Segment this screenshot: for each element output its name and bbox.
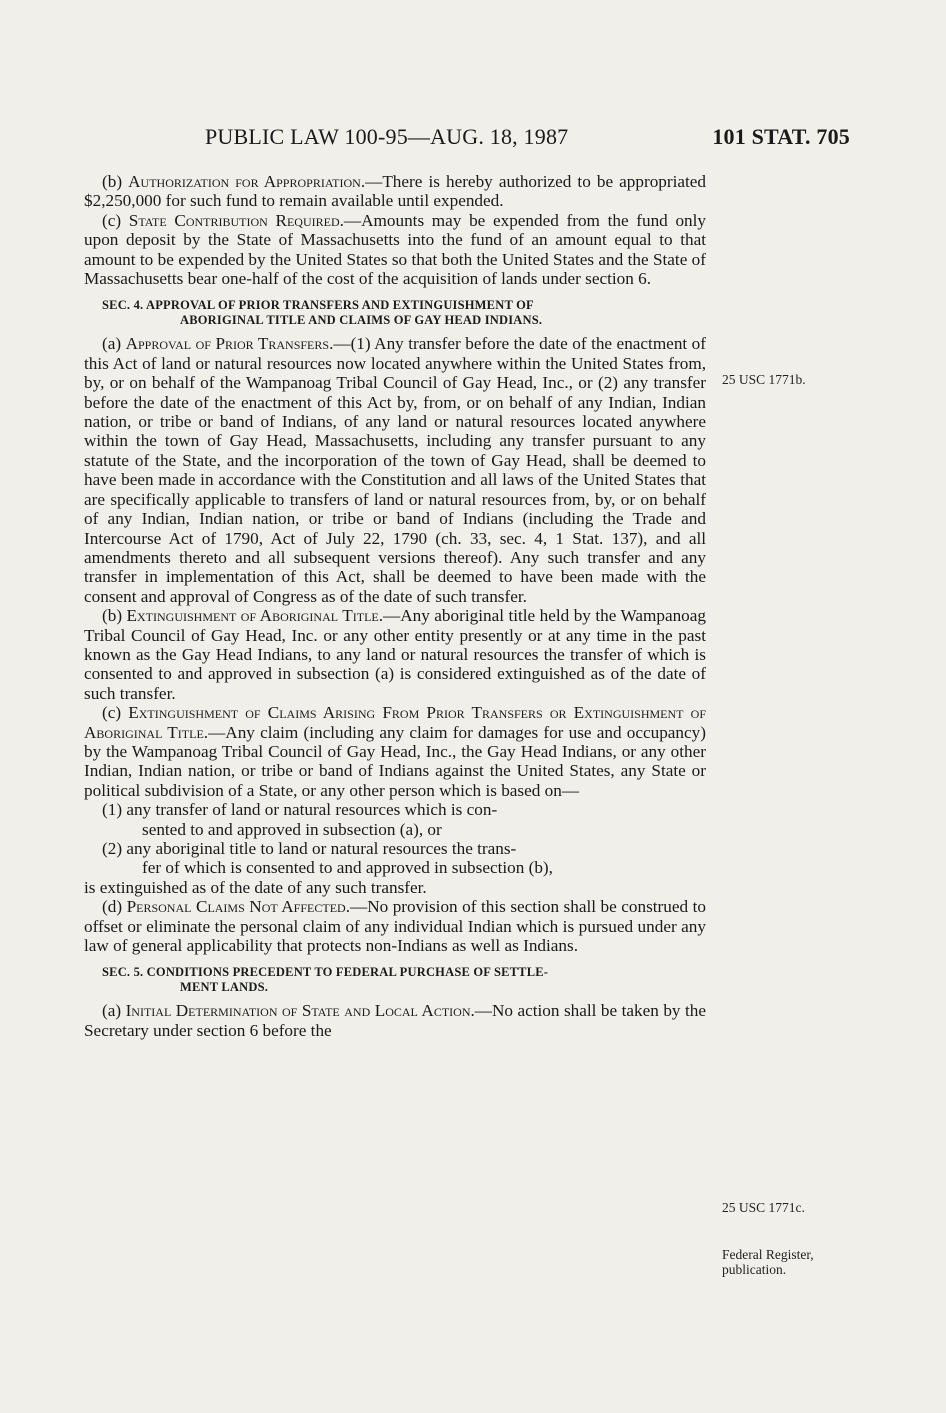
subsection-heading: Initial Determination of State and Local Action. [125, 1001, 475, 1021]
paragraph-c-claims: (c) Extinguishment of Claims Arising From Prior Transfers or Extinguishment of Aboriginal Title.—Any claim (including any claim for damages for use and occupancy) by the Wampanoag Tribal Council of Gay Head, Inc., the Gay Head Indians, or any other Indian, Indian nation, or tribe or band of Indians against the United States, any State or political subdivision of a State, or any other person which is based on— [84, 703, 707, 800]
paragraph-c-tail: is extinguished as of the date of any such transfer. [84, 877, 427, 897]
paragraph-a-initial-determination: (a) Initial Determination of State and Local Action.—No action shall be taken by the Secretary under section 6 before the [84, 1001, 707, 1040]
list-item-2-continued: fer of which is consented to and approved in subsection (b), [142, 858, 553, 878]
subsection-heading: Extinguishment of Aboriginal Title. [126, 606, 384, 626]
header-law-date: PUBLIC LAW 100-95—AUG. 18, 1987 [205, 124, 569, 149]
paragraph-d-personal-claims: (d) Personal Claims Not Affected.—No provision of this section shall be construed to offset or eliminate the personal claim of any individual Indian which is pursued under any law of general applicability that protects non-Indians as well as Indians. [84, 897, 706, 956]
document-body [84, 172, 706, 1040]
subsection-heading: Authorization for Appropriation. [128, 172, 366, 191]
paragraph-b-extinguishment: (b) Extinguishment of Aboriginal Title.—Any aboriginal title held by the Wampanoag Tribal Council of Gay Head, Inc. or any other entity presently or at any time in the past known as the Gay Head Indians, to any land or natural resources the transfer of which is consented to and approved in subsection (a) is considered extinguished as of the date of such transfer. [84, 606, 707, 703]
section-5-heading: SEC. 5. CONDITIONS PRECEDENT TO FEDERAL PURCHASE OF SETTLE- MENT LANDS. [102, 965, 549, 995]
list-item-1: (1) any transfer of land or natural resources which is con- [102, 800, 498, 820]
paragraph-b-authorization: (b) Authorization for Appropriation.—There is hereby authorized to be appropriated $2,250,000 for such fund to remain available until expended. [84, 172, 707, 211]
margin-note-sec4: 25 USC 1771b. [722, 372, 806, 387]
list-item-2: (2) any aboriginal title to land or natural resources the trans- [102, 839, 517, 858]
subsection-heading: Approval of Prior Transfers. [125, 334, 334, 354]
header-stat-page: 101 STAT. 705 [712, 124, 850, 149]
page-header [205, 124, 850, 154]
subsection-heading: Extinguishment of Claims Arising From Prior Transfers or Extinguishment of Aboriginal Title. [84, 703, 707, 742]
list-item-1-continued: sented to and approved in subsection (a), or [142, 819, 442, 839]
paragraph-a-approval: (a) Approval of Prior Transfers.—(1) Any transfer before the date of the enactment of this Act of land or natural resources now located anywhere within the United States from, by, or on behalf of the Wampanoag Tribal Council of Gay Head, Inc., or (2) any transfer before the date of the enactment of this Act by, from, or on behalf of any Indian, Indian nation, or tribe or band of Indians, of any land or natural resources located anywhere within the town of Gay Head, Massachusetts, including any transfer pursuant to any statute of the State, and the incorporation of the town of Gay Head, shall be deemed to have been made in accordance with the Constitution and all laws of the United States that are specifically applicable to transfers of land or natural resources from, by, or on behalf of any Indian, Indian nation, or tribe or band of Indians (including the Trade and Intercourse Act of 1790, Act of July 22, 1790 (ch. 33, sec. 4, 1 Stat. 137), and all amendments thereto and all subsequent versions thereof). Any such transfer and any transfer in implementation of this Act, shall be deemed to have been made with the consent and approval of Congress as of the date of such transfer. [84, 334, 706, 606]
subsection-heading: State Contribution Required. [128, 210, 344, 230]
section-4-heading: SEC. 4. APPROVAL OF PRIOR TRANSFERS AND EXTINGUISHMENT OF ABORIGINAL TITLE AND CLAIMS OF GAY HEAD INDIANS. [102, 298, 543, 328]
paragraph-c-state-contribution: (c) State Contribution Required.—Amounts may be expended from the fund only upon deposit by the State of Massachusetts into the fund of an amount equal to that amount to be expended by the United States so that both the United States and the State of Massachusetts bear one-half of the cost of the acquisition of lands under section 6. [84, 210, 706, 289]
margin-note-sec5: 25 USC 1771c. [722, 1200, 805, 1215]
margin-note-federal-register: Federal Register, publication. [722, 1247, 814, 1277]
subsection-heading: Personal Claims Not Affected. [126, 897, 350, 917]
